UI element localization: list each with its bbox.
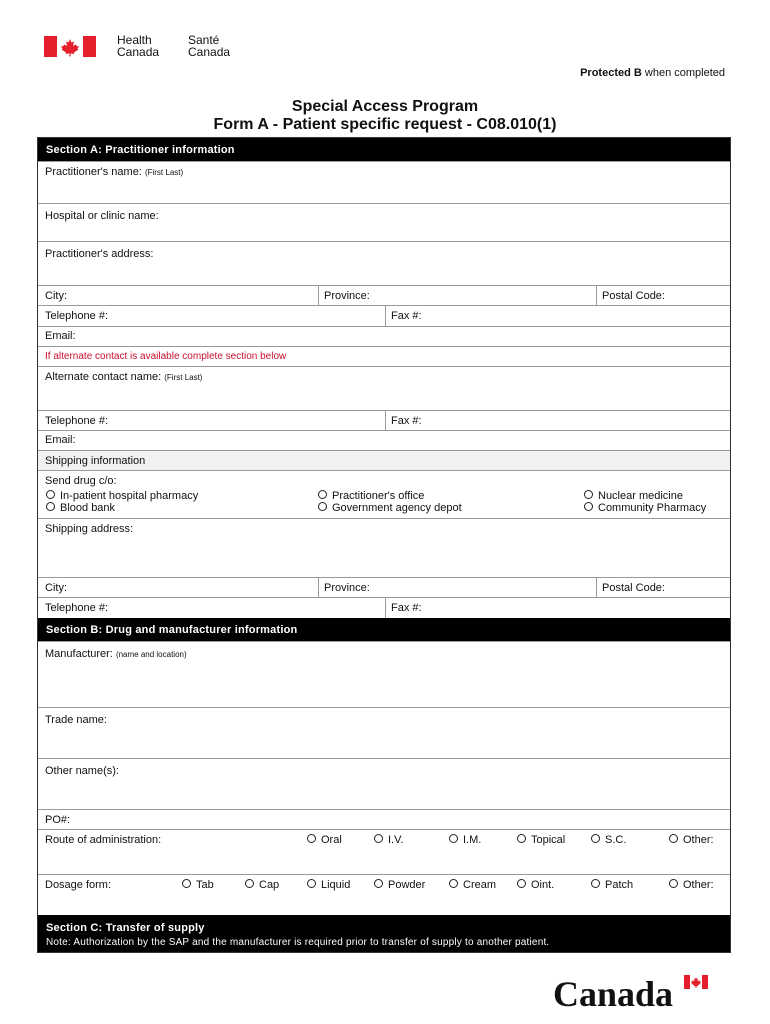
department-name-french: Santé Canada <box>188 33 231 59</box>
telephone-label: Telephone #: <box>45 310 108 322</box>
radio-dosage-other[interactable]: Other: <box>669 879 714 891</box>
trade-name-label: Trade name: <box>45 714 107 726</box>
shipping-city-label: City: <box>45 582 67 594</box>
practitioner-address-field[interactable] <box>38 242 730 286</box>
department-name-english: Health Canada <box>117 33 160 59</box>
radio-route-topical[interactable]: Topical <box>517 834 565 846</box>
section-c-header <box>38 915 730 952</box>
radio-inpatient-hospital-pharmacy[interactable]: In-patient hospital pharmacy <box>46 490 198 502</box>
city-province-postal-row <box>38 286 730 306</box>
practitioner-name-label: Practitioner's name: <box>45 166 142 178</box>
radio-dosage-patch[interactable]: Patch <box>591 879 633 891</box>
radio-route-other[interactable]: Other: <box>669 834 714 846</box>
dosage-form-row <box>38 875 730 915</box>
wordmark-flag-icon <box>684 975 708 989</box>
alternate-email-field[interactable] <box>38 431 730 451</box>
alternate-contact-name-hint: (First Last) <box>164 373 203 382</box>
alternate-contact-name-label: Alternate contact name: <box>45 371 162 383</box>
shipping-information-header <box>38 451 730 471</box>
shipping-information-label: Shipping information <box>45 455 146 467</box>
send-drug-row <box>38 471 730 519</box>
province-label: Province: <box>324 290 370 302</box>
section-c-note: Note: Authorization by the SAP and the manufacturer is required prior to transfer of supply to another patient. <box>46 937 550 948</box>
manufacturer-field[interactable] <box>38 642 730 708</box>
radio-community-pharmacy[interactable]: Community Pharmacy <box>584 502 706 514</box>
section-c-title: Section C: Transfer of supply <box>46 922 205 934</box>
po-number-label: PO#: <box>45 814 71 826</box>
send-drug-label: Send drug c/o: <box>45 475 117 487</box>
form-subtitle: Form A - Patient specific request - C08.010(1) <box>213 116 557 133</box>
shipping-province-label: Province: <box>324 582 370 594</box>
radio-dosage-powder[interactable]: Powder <box>374 879 425 891</box>
alternate-contact-note-row <box>38 347 730 367</box>
route-of-administration-row <box>38 830 730 875</box>
dosage-form-label: Dosage form: <box>45 879 112 891</box>
radio-nuclear-medicine[interactable]: Nuclear medicine <box>584 490 683 502</box>
canada-flag-icon <box>44 36 96 57</box>
radio-dosage-cap[interactable]: Cap <box>245 879 279 891</box>
telephone-fax-row <box>38 306 730 327</box>
protected-label: Protected B when completed <box>580 67 725 79</box>
shipping-address-field[interactable] <box>38 519 730 578</box>
hospital-name-label: Hospital or clinic name: <box>45 210 159 222</box>
email-label: Email: <box>45 330 76 342</box>
radio-dosage-liquid[interactable]: Liquid <box>307 879 350 891</box>
shipping-city-province-postal-row <box>38 578 730 598</box>
shipping-telephone-label: Telephone #: <box>45 602 108 614</box>
trade-name-field[interactable] <box>38 708 730 759</box>
alternate-email-label: Email: <box>45 434 76 446</box>
other-names-field[interactable] <box>38 759 730 810</box>
radio-government-agency-depot[interactable]: Government agency depot <box>318 502 462 514</box>
email-field[interactable] <box>38 327 730 347</box>
form-title: Special Access Program <box>291 98 479 115</box>
radio-dosage-tab[interactable]: Tab <box>182 879 214 891</box>
route-label: Route of administration: <box>45 834 162 846</box>
alternate-telephone-label: Telephone #: <box>45 415 108 427</box>
radio-dosage-cream[interactable]: Cream <box>449 879 496 891</box>
section-b-header: Section B: Drug and manufacturer information <box>38 618 730 642</box>
po-number-field[interactable] <box>38 810 730 830</box>
shipping-telephone-fax-row <box>38 598 730 618</box>
radio-route-im[interactable]: I.M. <box>449 834 481 846</box>
alternate-telephone-fax-row <box>38 411 730 431</box>
form-container <box>37 137 731 953</box>
shipping-address-label: Shipping address: <box>45 523 134 535</box>
radio-practitioners-office[interactable]: Practitioner's office <box>318 490 424 502</box>
radio-route-sc[interactable]: S.C. <box>591 834 626 846</box>
practitioner-name-field[interactable] <box>38 162 730 204</box>
radio-route-oral[interactable]: Oral <box>307 834 342 846</box>
alternate-contact-note: If alternate contact is available complete section below <box>45 351 287 362</box>
radio-route-iv[interactable]: I.V. <box>374 834 404 846</box>
alternate-contact-name-field[interactable] <box>38 367 730 411</box>
shipping-postal-code-label: Postal Code: <box>602 582 665 594</box>
radio-dosage-oint[interactable]: Oint. <box>517 879 554 891</box>
manufacturer-label: Manufacturer: <box>45 648 113 660</box>
radio-blood-bank[interactable]: Blood bank <box>46 502 115 514</box>
city-label: City: <box>45 290 67 302</box>
fax-label: Fax #: <box>391 310 422 322</box>
postal-code-label: Postal Code: <box>602 290 665 302</box>
other-names-label: Other name(s): <box>45 765 119 777</box>
section-a-header: Section A: Practitioner information <box>38 138 730 162</box>
canada-wordmark: Canada <box>553 974 674 1014</box>
alternate-fax-label: Fax #: <box>391 415 422 427</box>
hospital-name-field[interactable] <box>38 204 730 242</box>
shipping-fax-label: Fax #: <box>391 602 422 614</box>
practitioner-name-hint: (First Last) <box>144 168 184 177</box>
practitioner-address-label: Practitioner's address: <box>45 248 154 260</box>
manufacturer-hint: (name and location) <box>115 650 187 659</box>
